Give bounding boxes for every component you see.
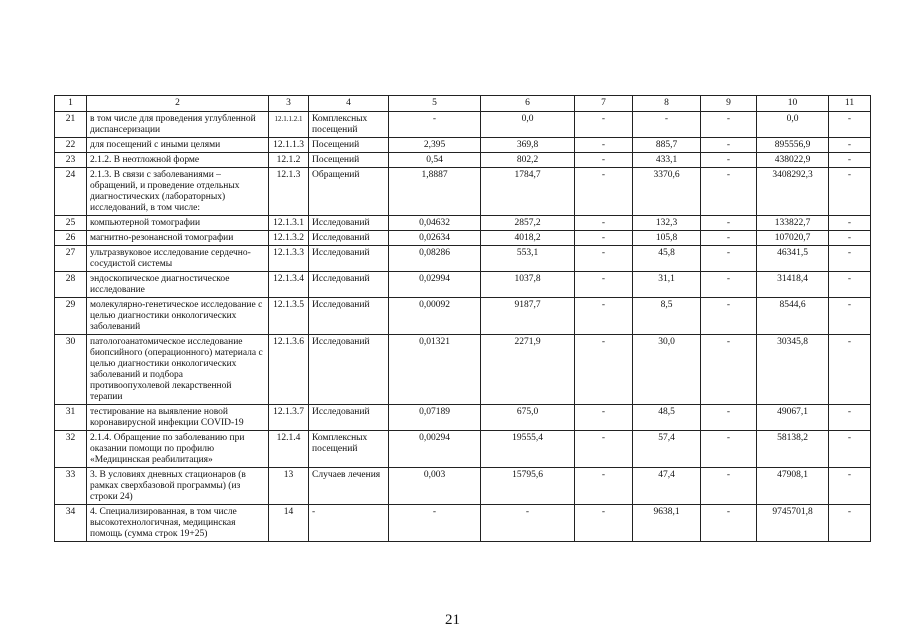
- cell-col9: -: [701, 138, 757, 153]
- indicator-name: молекулярно-генетическое исследование с целью диагностики онкологических заболеваний: [87, 298, 269, 335]
- cell-col5: 0,003: [389, 468, 481, 505]
- table-row: [55, 298, 871, 335]
- cell-col7: -: [575, 505, 633, 542]
- cell-col11: -: [829, 335, 871, 405]
- table-row: [55, 431, 871, 468]
- cell-col9: -: [701, 168, 757, 216]
- unit-of-measure: Исследований: [309, 405, 389, 431]
- cell-col10: 3408292,3: [757, 168, 829, 216]
- cell-col7: -: [575, 335, 633, 405]
- cell-col10: 895556,9: [757, 138, 829, 153]
- unit-of-measure: Исследований: [309, 298, 389, 335]
- cell-col7: -: [575, 168, 633, 216]
- cell-col11: -: [829, 405, 871, 431]
- cell-col8: 45,8: [633, 246, 701, 272]
- column-header: 1: [55, 96, 87, 112]
- cell-col7: -: [575, 272, 633, 298]
- row-number: 30: [55, 335, 87, 405]
- indicator-name: в том числе для проведения углубленной диспансеризации: [87, 112, 269, 138]
- cell-col7: -: [575, 153, 633, 168]
- cell-col8: 433,1: [633, 153, 701, 168]
- row-number: 23: [55, 153, 87, 168]
- column-header: 2: [87, 96, 269, 112]
- indicator-name: магнитно-резонансной томографии: [87, 231, 269, 246]
- data-table: [54, 95, 871, 542]
- cell-col8: 885,7: [633, 138, 701, 153]
- row-number: 32: [55, 431, 87, 468]
- unit-of-measure: Исследований: [309, 246, 389, 272]
- unit-of-measure: -: [309, 505, 389, 542]
- row-number: 22: [55, 138, 87, 153]
- cell-col5: 0,00294: [389, 431, 481, 468]
- cell-col10: 133822,7: [757, 216, 829, 231]
- cell-col6: 369,8: [481, 138, 575, 153]
- cell-col9: -: [701, 505, 757, 542]
- cell-col5: -: [389, 112, 481, 138]
- table-row: [55, 272, 871, 298]
- cell-col9: -: [701, 405, 757, 431]
- cell-col6: 4018,2: [481, 231, 575, 246]
- cell-col9: -: [701, 468, 757, 505]
- unit-of-measure: Случаев лечения: [309, 468, 389, 505]
- unit-of-measure: Посещений: [309, 153, 389, 168]
- cell-col8: 31,1: [633, 272, 701, 298]
- row-code: 12.1.3.7: [269, 405, 309, 431]
- cell-col8: 57,4: [633, 431, 701, 468]
- cell-col9: -: [701, 272, 757, 298]
- table-row: [55, 335, 871, 405]
- cell-col8: 30,0: [633, 335, 701, 405]
- column-header: 11: [829, 96, 871, 112]
- cell-col11: -: [829, 153, 871, 168]
- cell-col11: -: [829, 505, 871, 542]
- cell-col11: -: [829, 272, 871, 298]
- row-number: 24: [55, 168, 87, 216]
- cell-col7: -: [575, 246, 633, 272]
- cell-col9: -: [701, 153, 757, 168]
- row-number: 21: [55, 112, 87, 138]
- unit-of-measure: Комплексных посещений: [309, 431, 389, 468]
- indicator-name: патологоанатомическое исследование биопсийного (операционного) материала с целью диагностики онкологических заболеваний и подбора противоопухолевой лекарственной терапии: [87, 335, 269, 405]
- indicator-name: 2.1.2. В неотложной форме: [87, 153, 269, 168]
- cell-col8: 132,3: [633, 216, 701, 231]
- cell-col5: 2,395: [389, 138, 481, 153]
- cell-col6: 15795,6: [481, 468, 575, 505]
- cell-col5: 0,02634: [389, 231, 481, 246]
- cell-col7: -: [575, 138, 633, 153]
- row-code: 12.1.3.1: [269, 216, 309, 231]
- column-header: 4: [309, 96, 389, 112]
- cell-col6: 1784,7: [481, 168, 575, 216]
- column-header: 7: [575, 96, 633, 112]
- cell-col7: -: [575, 216, 633, 231]
- cell-col5: 1,8887: [389, 168, 481, 216]
- indicator-name: для посещений с иными целями: [87, 138, 269, 153]
- cell-col6: 2857,2: [481, 216, 575, 231]
- cell-col11: -: [829, 431, 871, 468]
- row-number: 34: [55, 505, 87, 542]
- cell-col6: 19555,4: [481, 431, 575, 468]
- row-code: 12.1.3.4: [269, 272, 309, 298]
- cell-col8: 9638,1: [633, 505, 701, 542]
- table-body: [55, 112, 871, 542]
- cell-col9: -: [701, 216, 757, 231]
- page-number: 21: [445, 612, 460, 628]
- cell-col10: 46341,5: [757, 246, 829, 272]
- cell-col11: -: [829, 112, 871, 138]
- row-code: 13: [269, 468, 309, 505]
- cell-col10: 9745701,8: [757, 505, 829, 542]
- cell-col7: -: [575, 468, 633, 505]
- row-code: 12.1.4: [269, 431, 309, 468]
- table-row: [55, 246, 871, 272]
- table-row: [55, 216, 871, 231]
- row-code: 12.1.3: [269, 168, 309, 216]
- cell-col6: 2271,9: [481, 335, 575, 405]
- cell-col7: -: [575, 298, 633, 335]
- indicator-name: 2.1.3. В связи с заболеваниями – обращений, и проведение отдельных диагностических (лабораторных) исследований, в том числе:: [87, 168, 269, 216]
- header-row: [55, 96, 871, 112]
- row-code: 12.1.1.2.1: [269, 112, 309, 138]
- indicator-name: 4. Специализированная, в том числе высокотехнологичная, медицинская помощь (сумма строк 19+25): [87, 505, 269, 542]
- cell-col10: 31418,4: [757, 272, 829, 298]
- row-number: 31: [55, 405, 87, 431]
- column-header: 10: [757, 96, 829, 112]
- row-number: 29: [55, 298, 87, 335]
- cell-col5: 0,54: [389, 153, 481, 168]
- table-row: [55, 138, 871, 153]
- cell-col9: -: [701, 246, 757, 272]
- table-row: [55, 405, 871, 431]
- table-row: [55, 505, 871, 542]
- cell-col6: 675,0: [481, 405, 575, 431]
- column-header: 6: [481, 96, 575, 112]
- row-code: 12.1.3.6: [269, 335, 309, 405]
- column-header: 8: [633, 96, 701, 112]
- unit-of-measure: Исследований: [309, 216, 389, 231]
- cell-col11: -: [829, 216, 871, 231]
- cell-col5: 0,00092: [389, 298, 481, 335]
- cell-col10: 30345,8: [757, 335, 829, 405]
- cell-col11: -: [829, 298, 871, 335]
- unit-of-measure: Посещений: [309, 138, 389, 153]
- cell-col10: 8544,6: [757, 298, 829, 335]
- column-header: 9: [701, 96, 757, 112]
- cell-col10: 438022,9: [757, 153, 829, 168]
- cell-col8: 8,5: [633, 298, 701, 335]
- cell-col7: -: [575, 112, 633, 138]
- row-code: 12.1.2: [269, 153, 309, 168]
- cell-col8: 3370,6: [633, 168, 701, 216]
- column-header: 3: [269, 96, 309, 112]
- cell-col11: -: [829, 231, 871, 246]
- row-number: 33: [55, 468, 87, 505]
- cell-col6: 802,2: [481, 153, 575, 168]
- row-number: 28: [55, 272, 87, 298]
- row-number: 25: [55, 216, 87, 231]
- unit-of-measure: Исследований: [309, 231, 389, 246]
- cell-col9: -: [701, 112, 757, 138]
- cell-col7: -: [575, 405, 633, 431]
- table-row: [55, 168, 871, 216]
- cell-col11: -: [829, 138, 871, 153]
- cell-col5: 0,04632: [389, 216, 481, 231]
- table-row: [55, 231, 871, 246]
- cell-col7: -: [575, 431, 633, 468]
- cell-col8: 105,8: [633, 231, 701, 246]
- cell-col10: 0,0: [757, 112, 829, 138]
- cell-col10: 107020,7: [757, 231, 829, 246]
- cell-col9: -: [701, 431, 757, 468]
- cell-col8: -: [633, 112, 701, 138]
- column-header: 5: [389, 96, 481, 112]
- cell-col5: 0,08286: [389, 246, 481, 272]
- cell-col6: 0,0: [481, 112, 575, 138]
- unit-of-measure: Исследований: [309, 335, 389, 405]
- indicator-name: 2.1.4. Обращение по заболеванию при оказании помощи по профилю «Медицинская реабилитация»: [87, 431, 269, 468]
- cell-col9: -: [701, 298, 757, 335]
- indicator-name: тестирование на выявление новой коронавирусной инфекции COVID-19: [87, 405, 269, 431]
- indicator-name: эндоскопическое диагностическое исследование: [87, 272, 269, 298]
- unit-of-measure: Комплексных посещений: [309, 112, 389, 138]
- row-code: 12.1.1.3: [269, 138, 309, 153]
- cell-col8: 47,4: [633, 468, 701, 505]
- row-number: 26: [55, 231, 87, 246]
- cell-col5: 0,01321: [389, 335, 481, 405]
- row-code: 12.1.3.2: [269, 231, 309, 246]
- cell-col9: -: [701, 231, 757, 246]
- table-row: [55, 112, 871, 138]
- cell-col5: 0,07189: [389, 405, 481, 431]
- row-code: 14: [269, 505, 309, 542]
- cell-col6: 553,1: [481, 246, 575, 272]
- unit-of-measure: Исследований: [309, 272, 389, 298]
- cell-col10: 49067,1: [757, 405, 829, 431]
- cell-col11: -: [829, 246, 871, 272]
- cell-col5: -: [389, 505, 481, 542]
- table-row: [55, 468, 871, 505]
- cell-col11: -: [829, 168, 871, 216]
- row-code: 12.1.3.3: [269, 246, 309, 272]
- indicator-name: ультразвуковое исследование сердечно-сосудистой системы: [87, 246, 269, 272]
- cell-col6: 1037,8: [481, 272, 575, 298]
- cell-col7: -: [575, 231, 633, 246]
- cell-col6: 9187,7: [481, 298, 575, 335]
- table-row: [55, 153, 871, 168]
- cell-col5: 0,02994: [389, 272, 481, 298]
- cell-col8: 48,5: [633, 405, 701, 431]
- cell-col6: -: [481, 505, 575, 542]
- unit-of-measure: Обращений: [309, 168, 389, 216]
- cell-col10: 47908,1: [757, 468, 829, 505]
- indicator-name: 3. В условиях дневных стационаров (в рамках сверхбазовой программы) (из строки 24): [87, 468, 269, 505]
- cell-col9: -: [701, 335, 757, 405]
- cell-col10: 58138,2: [757, 431, 829, 468]
- cell-col11: -: [829, 468, 871, 505]
- row-number: 27: [55, 246, 87, 272]
- row-code: 12.1.3.5: [269, 298, 309, 335]
- indicator-name: компьютерной томографии: [87, 216, 269, 231]
